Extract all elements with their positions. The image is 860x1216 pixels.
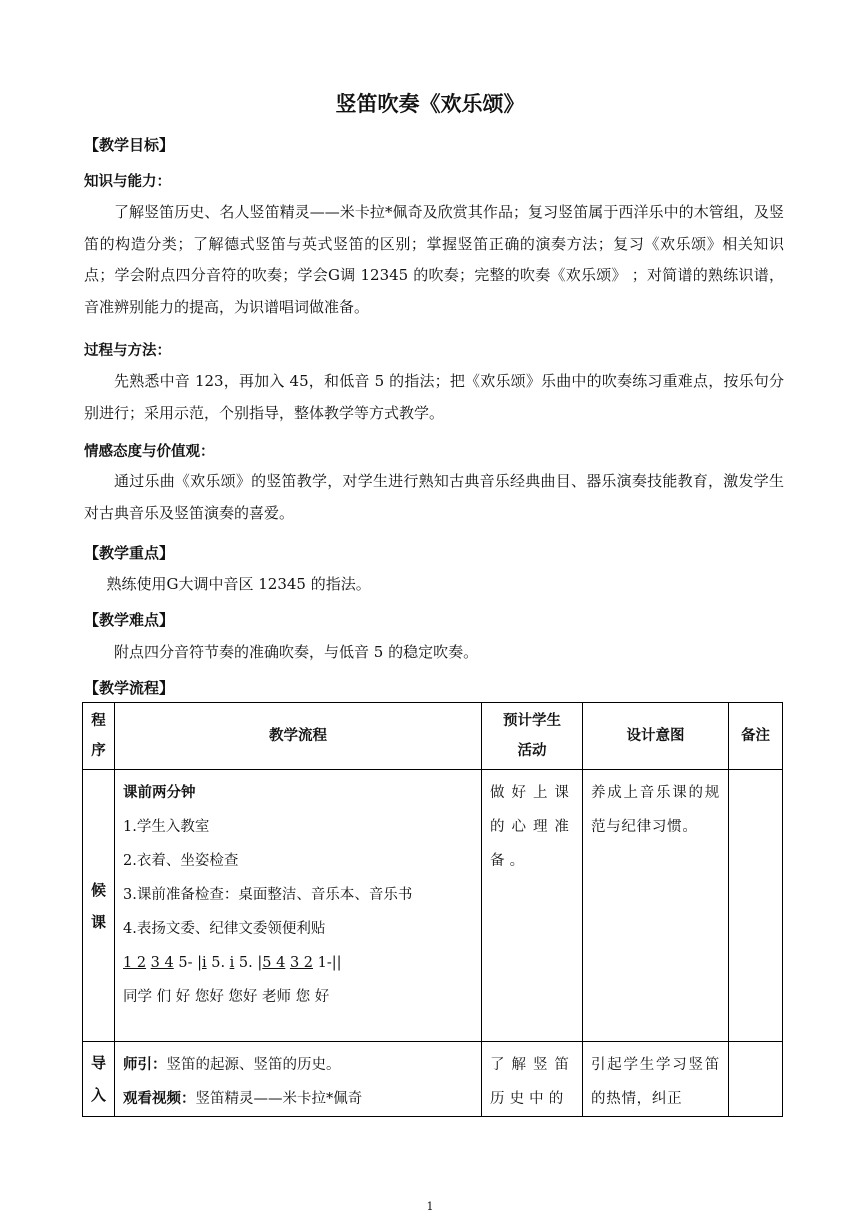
header-seq: 程序 xyxy=(83,703,115,770)
row-student-activity: 了解竖笛历史中的 xyxy=(482,1042,583,1117)
header-notes: 备注 xyxy=(729,703,783,770)
row-notes xyxy=(729,1042,783,1117)
difficulties-heading: 【教学难点】 xyxy=(84,611,175,629)
page-number: 1 xyxy=(426,1200,434,1213)
row-design-intent: 引起学生学习竖笛的热情，纠正 xyxy=(583,1042,729,1117)
row-process xyxy=(115,1042,482,1117)
song-lyrics: 同学 们 好 您好 您好 老师 您 好 xyxy=(123,989,330,1005)
note-group: 5. xyxy=(206,955,230,971)
note-group: 5- | xyxy=(173,955,202,971)
key-points-heading: 【教学重点】 xyxy=(84,544,175,562)
process-method-heading: 过程与方法： xyxy=(84,343,171,359)
process-line: 课前两分钟 xyxy=(123,785,196,801)
process-text: 竖笛的起源、竖笛的历史。 xyxy=(166,1057,341,1073)
key-points-text: 熟练使用G大调中音区 12345 的指法。 xyxy=(106,575,371,593)
note-group: 3 2 xyxy=(289,955,313,971)
teaching-goals-heading: 【教学目标】 xyxy=(84,136,175,154)
note-group: i xyxy=(201,955,207,971)
process-line: 4.表扬文委、纪律文委领便利贴 xyxy=(123,921,326,937)
table-header-row xyxy=(83,703,783,770)
row-process xyxy=(115,770,482,1042)
note-group: 1-|| xyxy=(313,955,342,971)
numbered-notation xyxy=(123,946,475,980)
document-title: 竖笛吹奏《欢乐颂》 xyxy=(335,92,525,116)
table-row xyxy=(83,770,783,1042)
process-line: 2.衣着、坐姿检查 xyxy=(123,853,239,869)
difficulties-text: 附点四分音符节奏的准确吹奏，与低音 5 的稳定吹奏。 xyxy=(114,643,479,661)
knowledge-ability-text: 了解竖笛历史、名人竖笛精灵——米卡拉*佩奇及欣赏其作品；复习竖笛属于西洋乐中的木管组，及竖笛的构造分类；了解德式竖笛与英式竖笛的区别；掌握竖笛正确的演奏方法；复习《欢乐颂》相关知识点；学会附点四分音符的吹奏；学会G调 12345 的吹奏；完整的吹奏《欢乐颂》 ；对简谱的熟练识谱，音准辨别能力的提高，为识谱唱词做准备。 xyxy=(84,203,784,316)
process-text: 竖笛精灵——米卡拉*佩奇 xyxy=(195,1091,363,1107)
note-group: 3 4 xyxy=(150,955,174,971)
knowledge-ability-heading: 知识与能力： xyxy=(84,174,171,190)
note-group: 5 4 xyxy=(262,955,286,971)
process-method-text: 先熟悉中音 123，再加入 45，和低音 5 的指法；把《欢乐颂》乐曲中的吹奏练习重难点，按乐句分别进行；采用示范，个别指导，整体教学等方式教学。 xyxy=(84,372,784,422)
note-group: 1 2 xyxy=(123,955,147,971)
emotion-values-heading: 情感态度与价值观： xyxy=(84,444,215,460)
header-intent: 设计意图 xyxy=(583,703,729,770)
note-group: 5. | xyxy=(234,955,263,971)
row-seq: 导入 xyxy=(83,1042,115,1117)
emotion-values-text: 通过乐曲《欢乐颂》的竖笛教学，对学生进行熟知古典音乐经典曲目、器乐演奏技能教育，激发学生对古典音乐及竖笛演奏的喜爱。 xyxy=(84,472,784,522)
header-student: 预计学生活动 xyxy=(482,703,583,770)
note-group: i xyxy=(229,955,235,971)
teaching-flow-table xyxy=(82,702,783,1117)
table-row xyxy=(83,1042,783,1117)
row-design-intent: 养成上音乐课的规范与纪律习惯。 xyxy=(583,770,729,1042)
row-seq: 候课 xyxy=(83,770,115,1042)
row-student-activity: 做好上课的心理准备。 xyxy=(482,770,583,1042)
process-label: 观看视频： xyxy=(123,1091,196,1107)
header-process: 教学流程 xyxy=(115,703,482,770)
process-line: 3.课前准备检查：桌面整洁、音乐本、音乐书 xyxy=(123,887,413,903)
process-label: 师引： xyxy=(123,1057,167,1073)
row-notes xyxy=(729,770,783,1042)
process-line: 1.学生入教室 xyxy=(123,819,210,835)
teaching-flow-heading: 【教学流程】 xyxy=(84,679,175,697)
